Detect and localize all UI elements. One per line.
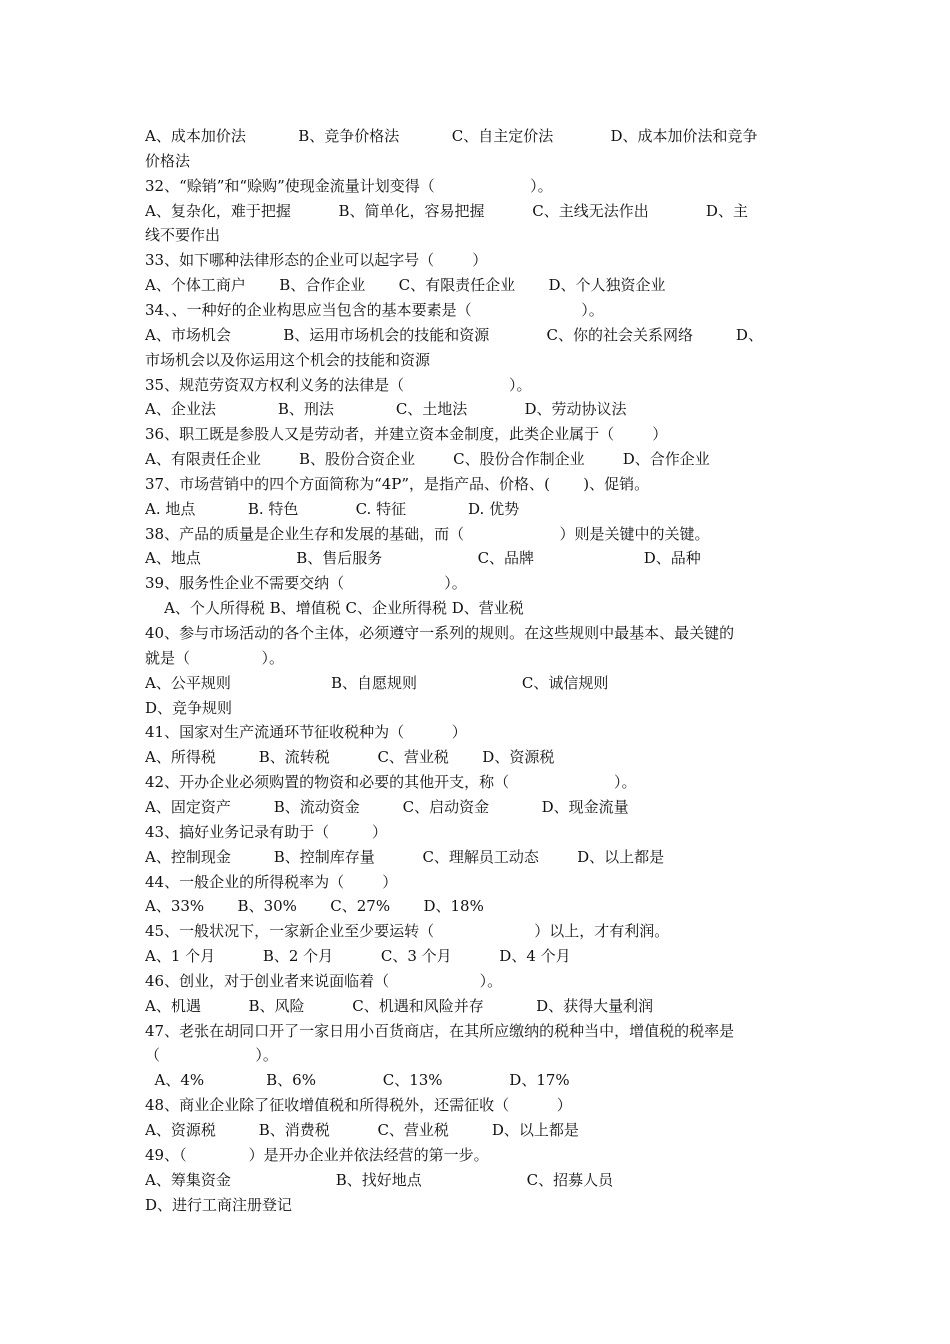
text-line: 42、开办企业必须购置的物资和必要的其他开支，称（ ）。 xyxy=(145,773,637,791)
text-line: A、资源税 B、消费税 C、营业税 D、以上都是 xyxy=(145,1121,579,1139)
text-line: A. 地点 B. 特色 C. 特征 D. 优势 xyxy=(145,500,520,518)
text-line: 46、创业，对于创业者来说面临着（ ）。 xyxy=(145,972,503,990)
text-line: A、公平规则 B、自愿规则 C、诚信规则 xyxy=(145,674,609,692)
text-line: 线不要作出 xyxy=(145,226,221,244)
text-line: A、复杂化，难于把握 B、简单化，容易把握 C、主线无法作出 D、主 xyxy=(145,202,748,220)
text-line: D、进行工商注册登记 xyxy=(145,1196,293,1214)
text-line: A、成本加价法 B、竞争价格法 C、自主定价法 D、成本加价法和竞争 xyxy=(145,127,758,145)
text-line: A、个人所得税 B、增值税 C、企业所得税 D、营业税 xyxy=(145,599,524,617)
text-line: D、竞争规则 xyxy=(145,699,233,717)
text-line: A、企业法 B、刑法 C、土地法 D、劳动协议法 xyxy=(145,400,627,418)
text-line: 就是（ ）。 xyxy=(145,649,285,667)
text-line: （ ）。 xyxy=(145,1046,278,1064)
text-line: 40、参与市场活动的各个主体，必须遵守一系列的规则。在这些规则中最基本、最关键的 xyxy=(145,624,735,642)
text-line: A、市场机会 B、运用市场机会的技能和资源 C、你的社会关系网络 D、 xyxy=(145,326,763,344)
text-line: 41、国家对生产流通环节征收税种为（ ） xyxy=(145,723,467,741)
text-line: A、个体工商户 B、合作企业 C、有限责任企业 D、个人独资企业 xyxy=(145,276,666,294)
text-line: 38、产品的质量是企业生存和发展的基础，而（ ）则是关键中的关键。 xyxy=(145,525,710,543)
text-line: 36、职工既是参股人又是劳动者，并建立资本金制度，此类企业属于（ ） xyxy=(145,425,668,443)
text-line: 48、商业企业除了征收增值税和所得税外，还需征收（ ） xyxy=(145,1096,572,1114)
text-line: 47、老张在胡同口开了一家日用小百货商店，在其所应缴纳的税种当中，增值税的税率是 xyxy=(145,1022,735,1040)
text-line: 43、搞好业务记录有助于（ ） xyxy=(145,823,388,841)
text-line: 价格法 xyxy=(145,152,191,170)
text-line: A、固定资产 B、流动资金 C、启动资金 D、现金流量 xyxy=(145,798,629,816)
text-line: 33、如下哪种法律形态的企业可以起字号（ ） xyxy=(145,251,488,269)
text-line: A、筹集资金 B、找好地点 C、招募人员 xyxy=(145,1171,614,1189)
text-line: A、4% B、6% C、13% D、17% xyxy=(145,1071,570,1089)
text-line: A、地点 B、售后服务 C、品牌 D、品种 xyxy=(145,549,701,567)
text-line: A、1 个月 B、2 个月 C、3 个月 D、4 个月 xyxy=(145,947,571,965)
text-line: A、33% B、30% C、27% D、18% xyxy=(145,897,484,915)
text-line: A、机遇 B、风险 C、机遇和风险并存 D、获得大量利润 xyxy=(145,997,654,1015)
text-line: A、所得税 B、流转税 C、营业税 D、资源税 xyxy=(145,748,555,766)
text-line: 49、（ ）是开办企业并依法经营的第一步。 xyxy=(145,1146,489,1164)
text-line: 市场机会以及你运用这个机会的技能和资源 xyxy=(145,351,431,369)
text-line: 44、一般企业的所得税率为（ ） xyxy=(145,873,398,891)
text-line: 32、“赊销”和“赊购”使现金流量计划变得（ ）。 xyxy=(145,177,553,195)
text-line: A、控制现金 B、控制库存量 C、理解员工动态 D、以上都是 xyxy=(145,848,665,866)
text-line: 37、市场营销中的四个方面简称为“4P”，是指产品、价格、( )、促销。 xyxy=(145,475,650,493)
text-line: 34、、一种好的企业构思应当包含的基本要素是（ ）。 xyxy=(145,301,604,319)
text-line: 45、一般状况下，一家新企业至少要运转（ ）以上，才有利润。 xyxy=(145,922,670,940)
text-line: 35、规范劳资双方权利义务的法律是（ ）。 xyxy=(145,376,532,394)
text-line: A、有限责任企业 B、股份合资企业 C、股份合作制企业 D、合作企业 xyxy=(145,450,710,468)
text-line: 39、服务性企业不需要交纳（ ）。 xyxy=(145,574,467,592)
